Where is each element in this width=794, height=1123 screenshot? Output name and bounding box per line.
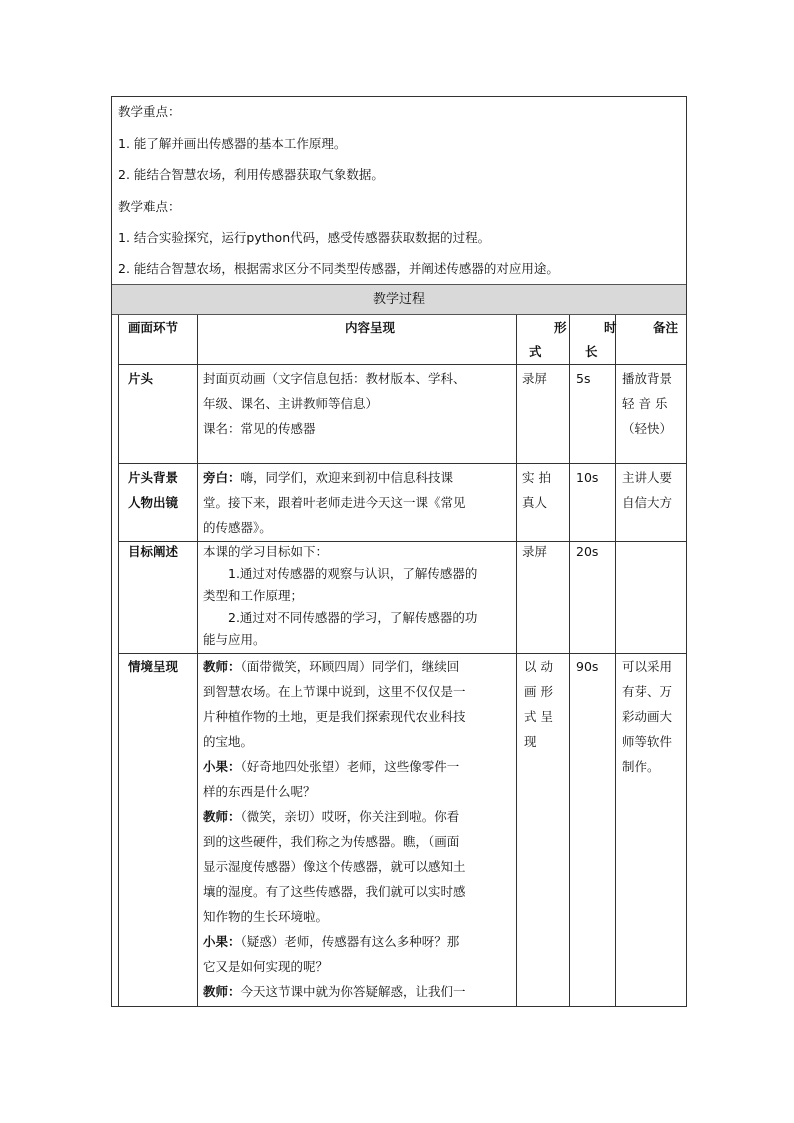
content-line: 年级、课名、主讲教师等信息）	[203, 396, 379, 411]
content-line: 的传感器》。	[203, 520, 272, 535]
row4-content	[203, 654, 466, 1004]
header-form-bottom: 式	[529, 344, 542, 359]
row1-notes	[622, 366, 682, 441]
notes-line: 制作。	[622, 759, 660, 774]
content-line: 能与应用。	[203, 632, 266, 647]
content-line: 片种植作物的土地，更是我们探索现代农业科技	[203, 709, 466, 724]
row2-duration: 10s	[576, 470, 599, 485]
content-line: 1.通过对传感器的观察与认识，了解传感器的	[228, 566, 478, 581]
notes-line: 主讲人要	[622, 470, 673, 485]
difficulty-1: 1. 结合实验探究，运行python代码，感受传感器获取数据的过程。	[118, 230, 491, 245]
form-line: 现	[524, 734, 537, 749]
header-duration-top: 时	[604, 320, 617, 335]
speaker-label: 小果：	[203, 934, 241, 949]
notes-line: 彩动画大	[622, 709, 673, 724]
row1-form: 录屏	[522, 371, 548, 386]
header-duration-bottom: 长	[585, 344, 598, 359]
notes-line: 可以采用	[622, 659, 673, 674]
segment-line: 人物出镜	[128, 495, 179, 510]
key-point-2: 2. 能结合智慧农场，利用传感器获取气象数据。	[118, 167, 384, 182]
key-points-title: 教学重点：	[118, 104, 181, 119]
form-line: 真人	[522, 495, 548, 510]
row2-segment	[128, 465, 178, 515]
form-line: 画 形	[524, 684, 553, 699]
row3-duration: 20s	[576, 544, 599, 559]
lesson-plan-table	[111, 96, 687, 1007]
content-line: （好奇地四处张望）老师，这些像零件一	[240, 759, 460, 774]
key-point-1: 1. 能了解并画出传感器的基本工作原理。	[118, 136, 347, 151]
row-divider	[119, 364, 687, 365]
content-line: 到智慧农场。在上节课中说到，这里不仅仅是一	[203, 684, 466, 699]
content-line: （疑惑）老师，传感器有这么多种呀？那	[240, 934, 460, 949]
column-divider	[197, 315, 198, 1006]
content-line: 壤的湿度。有了这些传感器，我们就可以实时感	[203, 884, 466, 899]
column-divider	[615, 315, 616, 1006]
content-line: 知作物的生长环境啦。	[203, 909, 329, 924]
notes-line: 有芽、万	[622, 684, 673, 699]
form-line: 式 呈	[524, 709, 553, 724]
header-form-top: 形	[554, 320, 567, 335]
notes-line: 播放背景	[622, 371, 673, 386]
content-line: 2.通过对不同传感器的学习，了解传感器的功	[228, 610, 478, 625]
row2-notes	[622, 465, 672, 515]
content-line: 本课的学习目标如下：	[203, 544, 329, 559]
notes-line: （轻快）	[622, 421, 673, 436]
content-line: （面带微笑，环顾四周）同学们，继续回	[240, 659, 460, 674]
content-line: 它又是如何实现的呢？	[203, 959, 329, 974]
row2-content	[203, 465, 466, 540]
segment-line: 片头背景	[128, 470, 179, 485]
row1-segment: 片头	[128, 371, 154, 386]
row1-content	[203, 366, 466, 441]
content-line: 课名：常见的传感器	[203, 421, 316, 436]
row4-segment: 情境呈现	[128, 659, 179, 674]
row3-segment: 目标阐述	[128, 544, 179, 559]
header-notes: 备注	[653, 320, 679, 335]
form-line: 以 动	[524, 659, 553, 674]
content-line: 嗨，同学们，欢迎来到初中信息科技课	[240, 470, 454, 485]
notes-line: 轻 音 乐	[622, 396, 668, 411]
speaker-label: 教师：	[203, 809, 241, 824]
difficulties-title: 教学难点：	[118, 199, 181, 214]
process-title: 教学过程	[112, 284, 686, 315]
row4-notes	[622, 654, 672, 779]
difficulty-2: 2. 能结合智慧农场，根据需求区分不同类型传感器，并阐述传感器的对应用途。	[118, 261, 559, 276]
content-line: 堂。接下来，跟着叶老师走进今天这一课《常见	[203, 495, 466, 510]
content-line: 到的这些硬件，我们称之为传感器。瞧，（画面	[203, 834, 460, 849]
speaker-label: 教师：	[203, 659, 241, 674]
row3-content	[203, 541, 477, 651]
row1-duration: 5s	[576, 371, 591, 386]
header-segment: 画面环节	[128, 320, 179, 335]
column-divider	[516, 315, 517, 1006]
process-grid	[118, 315, 687, 1006]
row4-form	[524, 654, 553, 754]
row-divider	[119, 463, 687, 464]
content-line: 显示湿度传感器）像这个传感器，就可以感知土	[203, 859, 466, 874]
content-line: 类型和工作原理；	[203, 588, 304, 603]
row2-form	[522, 465, 551, 515]
teaching-focus-section	[112, 97, 686, 284]
content-line: 的宝地。	[203, 734, 254, 749]
column-divider	[569, 315, 570, 1006]
row3-form: 录屏	[522, 544, 548, 559]
header-content: 内容呈现	[345, 320, 396, 335]
speaker-label: 旁白：	[203, 470, 241, 485]
notes-line: 自信大方	[622, 495, 673, 510]
speaker-label: 教师：	[203, 984, 241, 999]
form-line: 实 拍	[522, 470, 551, 485]
content-line: （微笑，亲切）哎呀，你关注到啦。你看	[240, 809, 460, 824]
content-line: 样的东西是什么呢？	[203, 784, 316, 799]
content-line: 今天这节课中就为你答疑解惑，让我们一	[240, 984, 466, 999]
notes-line: 师等软件	[622, 734, 673, 749]
speaker-label: 小果：	[203, 759, 241, 774]
content-line: 封面页动画（文字信息包括：教材版本、学科、	[203, 371, 466, 386]
row4-duration: 90s	[576, 659, 599, 674]
